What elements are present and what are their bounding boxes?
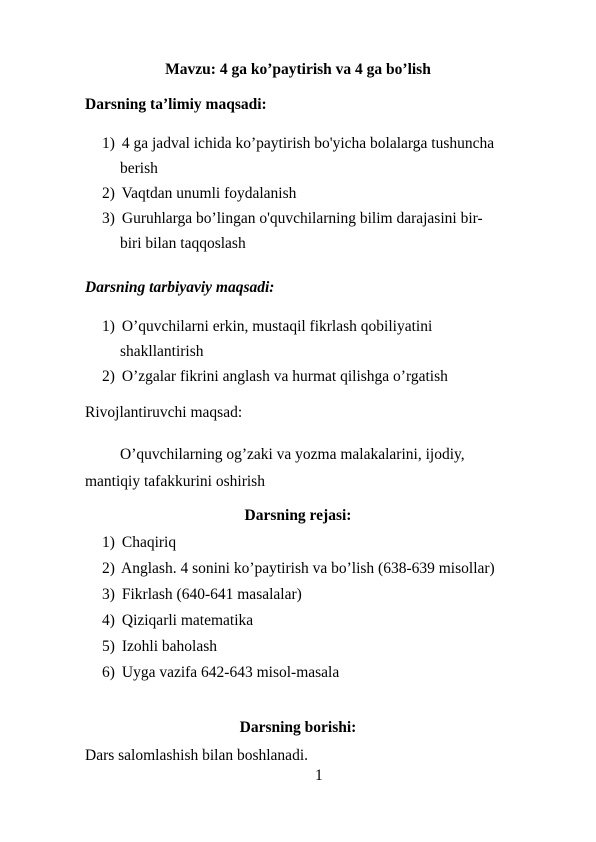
list-item-text: Anglash. 4 sonini ko’paytirish va bo’lish (638-639 misollar) bbox=[121, 560, 495, 577]
list-item-number: 1) bbox=[102, 318, 115, 335]
list-item-text: Vaqtdan unumli foydalanish bbox=[121, 185, 297, 202]
list-item-text: 4 ga jadval ichida ko’paytirish bo'yicha bolalarga tushuncha bbox=[121, 135, 495, 152]
list-item-number: 3) bbox=[102, 210, 115, 227]
list-item bbox=[102, 560, 495, 578]
list-item-number: 4) bbox=[102, 612, 115, 629]
list-item-number: 2) bbox=[102, 185, 115, 202]
list-item-continuation: berish bbox=[120, 160, 158, 177]
list-item bbox=[102, 586, 302, 604]
developmental-goal-heading: Rivojlantiruvchi maqsad: bbox=[85, 404, 243, 421]
list-item-text: Uyga vazifa 642-643 misol-masala bbox=[121, 664, 340, 681]
list-item-number: 1) bbox=[102, 135, 115, 152]
upbringing-goal-heading: Darsning tarbiyaviy maqsadi: bbox=[85, 279, 275, 296]
list-item-number: 2) bbox=[102, 560, 115, 577]
page-number: 1 bbox=[315, 767, 323, 784]
list-item-text: Fikrlash (640-641 masalalar) bbox=[121, 586, 302, 603]
paragraph-line: mantiqiy tafakkurini oshirish bbox=[85, 473, 265, 490]
paragraph-line: O’quvchilarning og’zaki va yozma malakalarini, ijodiy, bbox=[120, 446, 465, 463]
list-item-text: Qiziqarli matematika bbox=[121, 612, 254, 629]
page-title: Mavzu: 4 ga ko’paytirish va 4 ga bo’lish bbox=[165, 61, 431, 78]
list-item bbox=[102, 534, 176, 552]
lesson-course-text: Dars salomlashish bilan boshlanadi. bbox=[85, 747, 308, 764]
list-item-text: Guruhlarga bo’lingan o'quvchilarning bilim darajasini bir- bbox=[121, 210, 483, 227]
list-item-number: 3) bbox=[102, 586, 115, 603]
educational-goal-heading: Darsning ta’limiy maqsadi: bbox=[85, 96, 267, 113]
list-item-text: O’quvchilarni erkin, mustaqil fikrlash qobiliyatini bbox=[121, 318, 433, 335]
list-item-continuation: biri bilan taqqoslash bbox=[120, 235, 246, 252]
list-item bbox=[102, 185, 296, 203]
list-item bbox=[102, 318, 432, 336]
list-item-text: Chaqiriq bbox=[121, 534, 177, 551]
list-item-number: 1) bbox=[102, 534, 115, 551]
list-item bbox=[102, 135, 494, 153]
lesson-plan-heading: Darsning rejasi: bbox=[244, 507, 352, 524]
list-item-text: Izohli baholash bbox=[121, 638, 218, 655]
list-item bbox=[102, 638, 217, 656]
list-item-number: 2) bbox=[102, 368, 115, 385]
lesson-course-heading: Darsning borishi: bbox=[239, 719, 357, 736]
list-item bbox=[102, 210, 483, 228]
list-item-text: O’zgalar fikrini anglash va hurmat qilishga o’rgatish bbox=[121, 368, 448, 385]
list-item bbox=[102, 368, 448, 386]
list-item-continuation: shakllantirish bbox=[120, 343, 204, 360]
list-item bbox=[102, 612, 253, 630]
list-item-number: 5) bbox=[102, 638, 115, 655]
list-item bbox=[102, 664, 339, 682]
list-item-number: 6) bbox=[102, 664, 115, 681]
